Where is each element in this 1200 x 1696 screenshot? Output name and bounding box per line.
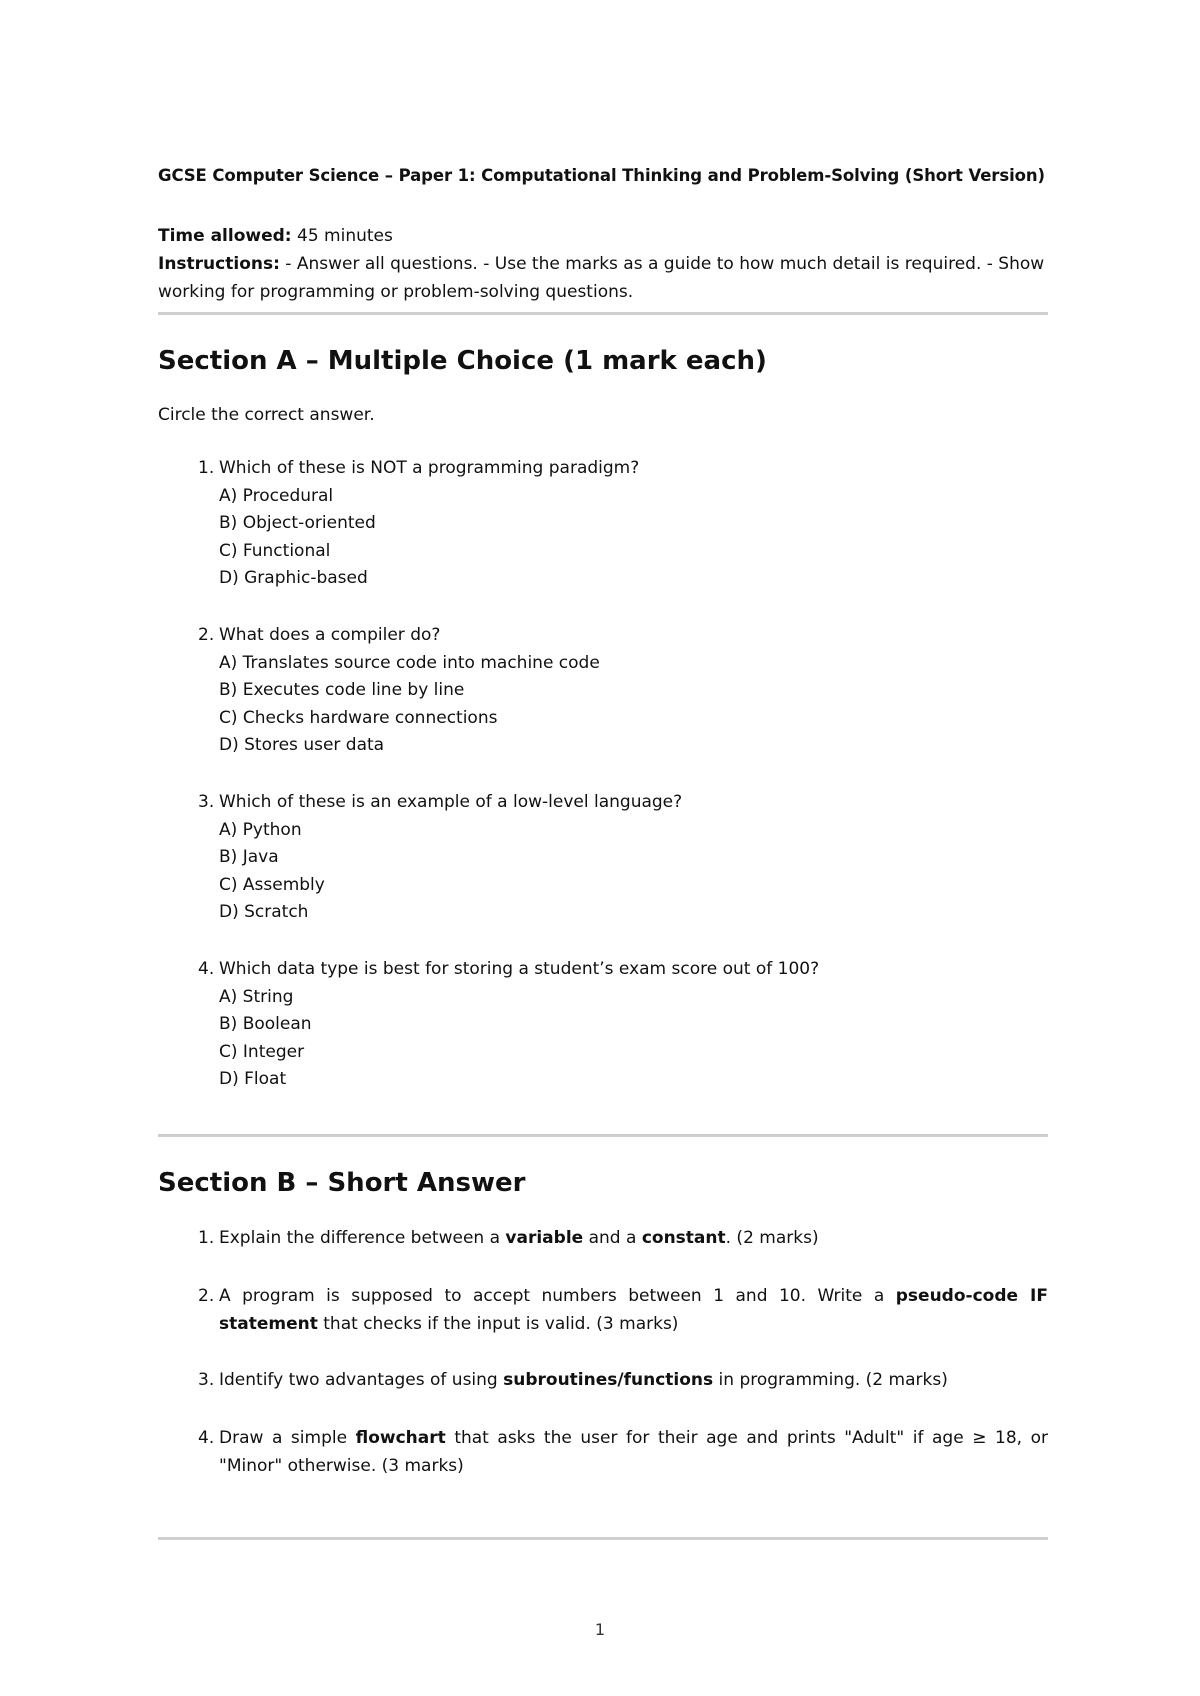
section-b-question-3-list <box>158 1367 1048 1395</box>
section-b-question-4-list <box>158 1425 1048 1480</box>
option-b: B) Boolean <box>219 1014 312 1034</box>
option-c: C) Assembly <box>219 874 325 895</box>
option-list <box>219 483 1048 593</box>
option-d: D) Stores user data <box>219 735 385 755</box>
section-b-heading: Section B – Short Answer <box>158 1168 526 1198</box>
exam-meta <box>158 222 1048 306</box>
keyword-pseudo-code-if: pseudo-code IF statement <box>219 1286 1048 1334</box>
option-c: C) Integer <box>219 1041 305 1062</box>
question-text: Which data type is best for storing a student’s exam score out of 100? <box>219 959 820 979</box>
question-number: 4. <box>198 959 215 979</box>
question-marks: that asks the user for their age and prints "Adult" if age ≥ 18, or "Minor" otherwise. (3 marks) <box>219 1428 1048 1476</box>
question-text: Explain the difference between a <box>219 1228 506 1248</box>
option-a: A) Translates source code into machine code <box>219 652 600 673</box>
question-number: 4. <box>198 1428 215 1448</box>
keyword-subroutines: subroutines/functions <box>503 1370 714 1390</box>
mc-question-2 <box>158 622 1048 760</box>
question-number: 2. <box>198 625 215 645</box>
document-title: GCSE Computer Science – Paper 1: Computational Thinking and Problem-Solving (Short Version) <box>158 166 1045 185</box>
option-d: D) Graphic-based <box>219 568 368 588</box>
option-b: B) Object-oriented <box>219 513 376 533</box>
option-a: A) String <box>219 986 294 1007</box>
section-b-question-2-list <box>158 1283 1048 1338</box>
section-a-questions-3 <box>158 789 1048 927</box>
sa-question-1 <box>158 1225 1048 1253</box>
keyword-flowchart: flowchart <box>355 1428 446 1448</box>
question-marks: . (2 marks) <box>725 1228 819 1248</box>
option-list <box>219 650 1048 760</box>
question-number: 1. <box>198 1228 215 1248</box>
mc-question-1 <box>158 455 1048 593</box>
option-a: A) Python <box>219 819 302 840</box>
question-marks: in programming. (2 marks) <box>713 1370 948 1390</box>
time-allowed-line <box>158 222 1048 250</box>
sa-question-3 <box>158 1367 1048 1395</box>
section-a-questions-2 <box>158 622 1048 760</box>
question-text: Which of these is an example of a low-level language? <box>219 792 683 812</box>
question-number: 3. <box>198 1370 215 1390</box>
time-allowed-label: Time allowed: <box>158 226 292 246</box>
question-text: Draw a simple <box>219 1428 356 1448</box>
section-a-questions <box>158 455 1048 593</box>
keyword-variable: variable <box>505 1228 584 1248</box>
section-a-intro: Circle the correct answer. <box>158 405 375 425</box>
option-a: A) Procedural <box>219 485 334 506</box>
option-b: B) Executes code line by line <box>219 680 465 700</box>
option-list <box>219 984 1048 1094</box>
keyword-constant: constant <box>641 1228 726 1248</box>
question-number: 1. <box>198 458 215 478</box>
question-text: Which of these is NOT a programming paradigm? <box>219 458 640 478</box>
divider <box>158 1537 1048 1540</box>
section-a-heading: Section A – Multiple Choice (1 mark each) <box>158 346 767 376</box>
instructions-label: Instructions: <box>158 254 280 274</box>
question-number: 2. <box>198 1286 215 1306</box>
option-c: C) Checks hardware connections <box>219 707 498 728</box>
option-b: B) Java <box>219 847 279 867</box>
sa-question-4 <box>158 1425 1048 1480</box>
option-c: C) Functional <box>219 540 331 561</box>
page-number: 1 <box>594 1620 606 1639</box>
option-d: D) Scratch <box>219 902 309 922</box>
question-text: What does a compiler do? <box>219 625 441 645</box>
question-text: A program is supposed to accept numbers between 1 and 10. Write a <box>219 1286 896 1306</box>
instructions-text: - Answer all questions. - Use the marks as a guide to how much detail is required. - Show working for programming or problem-solving questions. <box>158 254 1045 302</box>
question-marks: that checks if the input is valid. (3 marks) <box>317 1313 679 1334</box>
question-text: Identify two advantages of using <box>219 1370 504 1390</box>
divider <box>158 312 1048 315</box>
option-d: D) Float <box>219 1069 287 1089</box>
section-b-question-1-list <box>158 1225 1048 1253</box>
mc-question-4 <box>158 956 1048 1094</box>
section-a-questions-4 <box>158 956 1048 1094</box>
time-allowed-value: 45 minutes <box>297 226 393 246</box>
instructions-line <box>158 250 1048 306</box>
mc-question-3 <box>158 789 1048 927</box>
option-list <box>219 817 1048 927</box>
question-number: 3. <box>198 792 215 812</box>
sa-question-2 <box>158 1283 1048 1338</box>
divider <box>158 1134 1048 1137</box>
question-text: and a <box>583 1228 642 1248</box>
